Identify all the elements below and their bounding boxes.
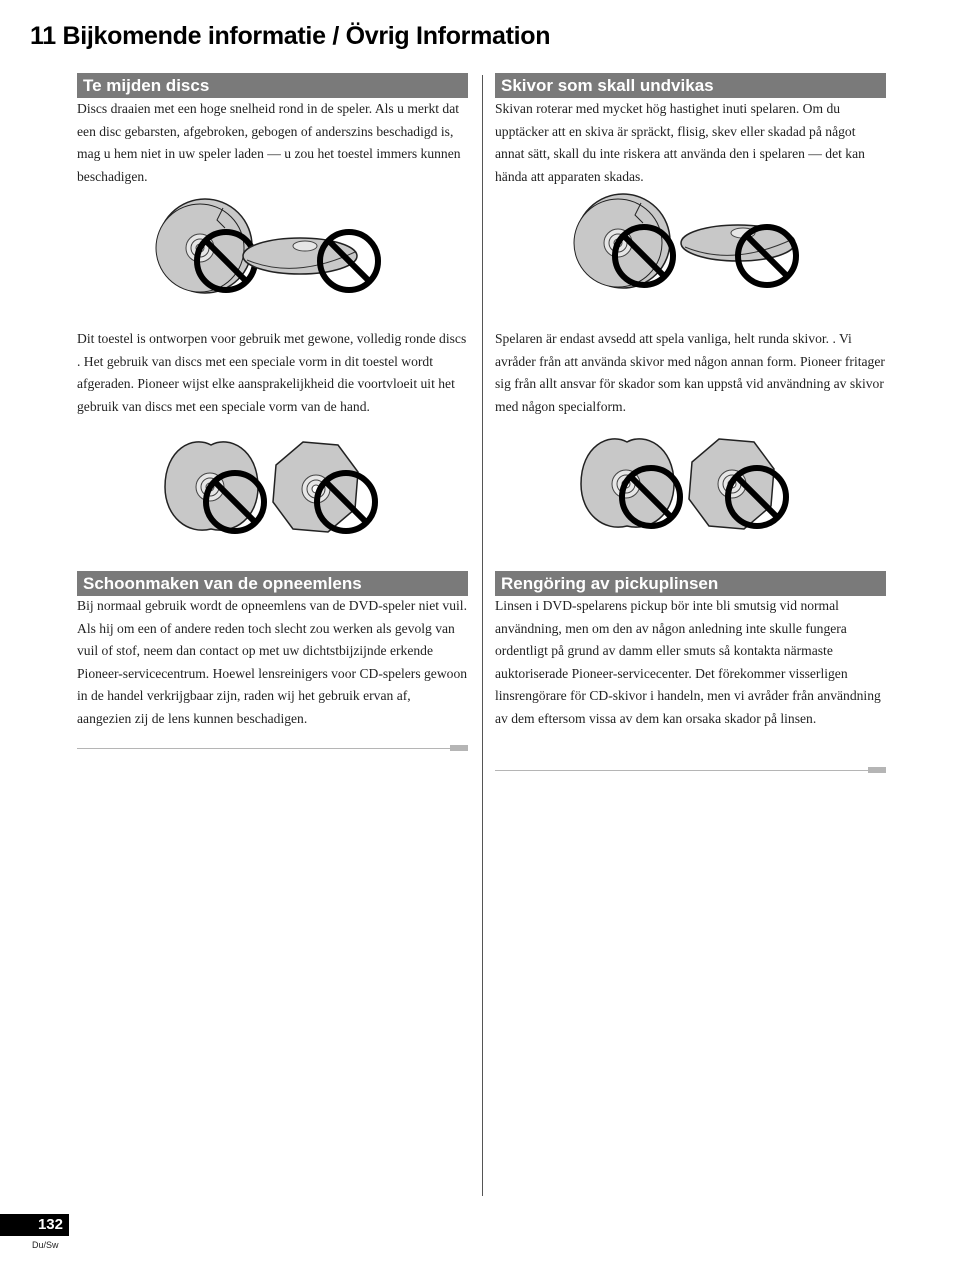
special-shape-discs-illustration <box>579 434 804 534</box>
language-code: Du/Sw <box>32 1240 59 1250</box>
section-heading-te-mijden-discs: Te mijden discs <box>77 73 468 98</box>
octagon-disc <box>273 442 358 532</box>
damaged-discs-illustration <box>573 193 803 293</box>
paragraph-damaged-discs: Discs draaien met een hoge snelheid rond in de speler. Als u merkt dat een disc gebarsten, afgebroken, gebogen of anderszins beschadigd is, mag u hem niet in uw speler laden — u zou het toestel immers kunnen beschadigen. <box>77 101 461 184</box>
paragraph-special-shape-discs: Spelaren är endast avsedd att spela vanliga, helt runda skivor. . Vi avråder från att använda skivor med någon annan form. Pioneer fritager sig från allt ansvar för skador som kan uppstå vid användning av skivor med någon specialform. <box>495 331 885 414</box>
special-shape-discs-illustration <box>163 437 388 537</box>
section-heading-skivor-som-skall-undvikas: Skivor som skall undvikas <box>495 73 886 98</box>
damaged-discs-illustration <box>155 198 385 298</box>
section-end-rule <box>77 748 468 749</box>
paragraph-damaged-discs: Skivan roterar med mycket hög hastighet inuti spelaren. Om du upptäcker att en skiva är spräckt, flisig, skev eller skadad på något annat sätt, skall du inte riskera att använda den i spelaren — det kan hända att apparaten skadas. <box>495 101 865 184</box>
column-divider <box>482 75 483 1196</box>
section-heading-schoonmaken-opneemlens: Schoonmaken van de opneemlens <box>77 571 468 596</box>
paragraph-lens-cleaning: Linsen i DVD-spelarens pickup bör inte bli smutsig vid normal användning, men om den av någon anledning inte skulle fungera ordentligt på grund av damm eller smuts så kontakta närmaste auktoriserade Pioneer-servicecenter. Det förekommer visserligen linsrengörare för CD-skivor i handeln, men vi avråder från användning av dem eftersom vissa av dem kan orsaka skador på linsen. <box>495 598 881 726</box>
section-end-rule <box>495 770 886 771</box>
section-heading-rengoring-pickuplinsen: Rengöring av pickuplinsen <box>495 571 886 596</box>
paragraph-lens-cleaning: Bij normaal gebruik wordt de opneemlens van de DVD-speler niet vuil. Als hij om een of andere reden toch slecht zou werken als gevolg van vuil of stof, neem dan contact op met uw dichtstbijzijnde erkende Pioneer-servicecentrum. Hoewel lensreinigers voor CD-spelers gewoon in de handel verkrijgbaar zijn, raden wij het gebruik ervan af, aangezien zij de lens kunnen beschadigen. <box>77 598 468 726</box>
paragraph-special-shape-discs: Dit toestel is ontworpen voor gebruik met gewone, volledig ronde discs . Het gebruik van discs met een speciale vorm in dit toestel wordt afgeraden. Pioneer wijst elke aansprakelijkheid die voortvloeit uit het gebruik van discs met een speciale vorm van de hand. <box>77 331 467 414</box>
page-title: 11 Bijkomende informatie / Övrig Information <box>30 22 551 50</box>
page-number: 132 <box>0 1214 69 1236</box>
